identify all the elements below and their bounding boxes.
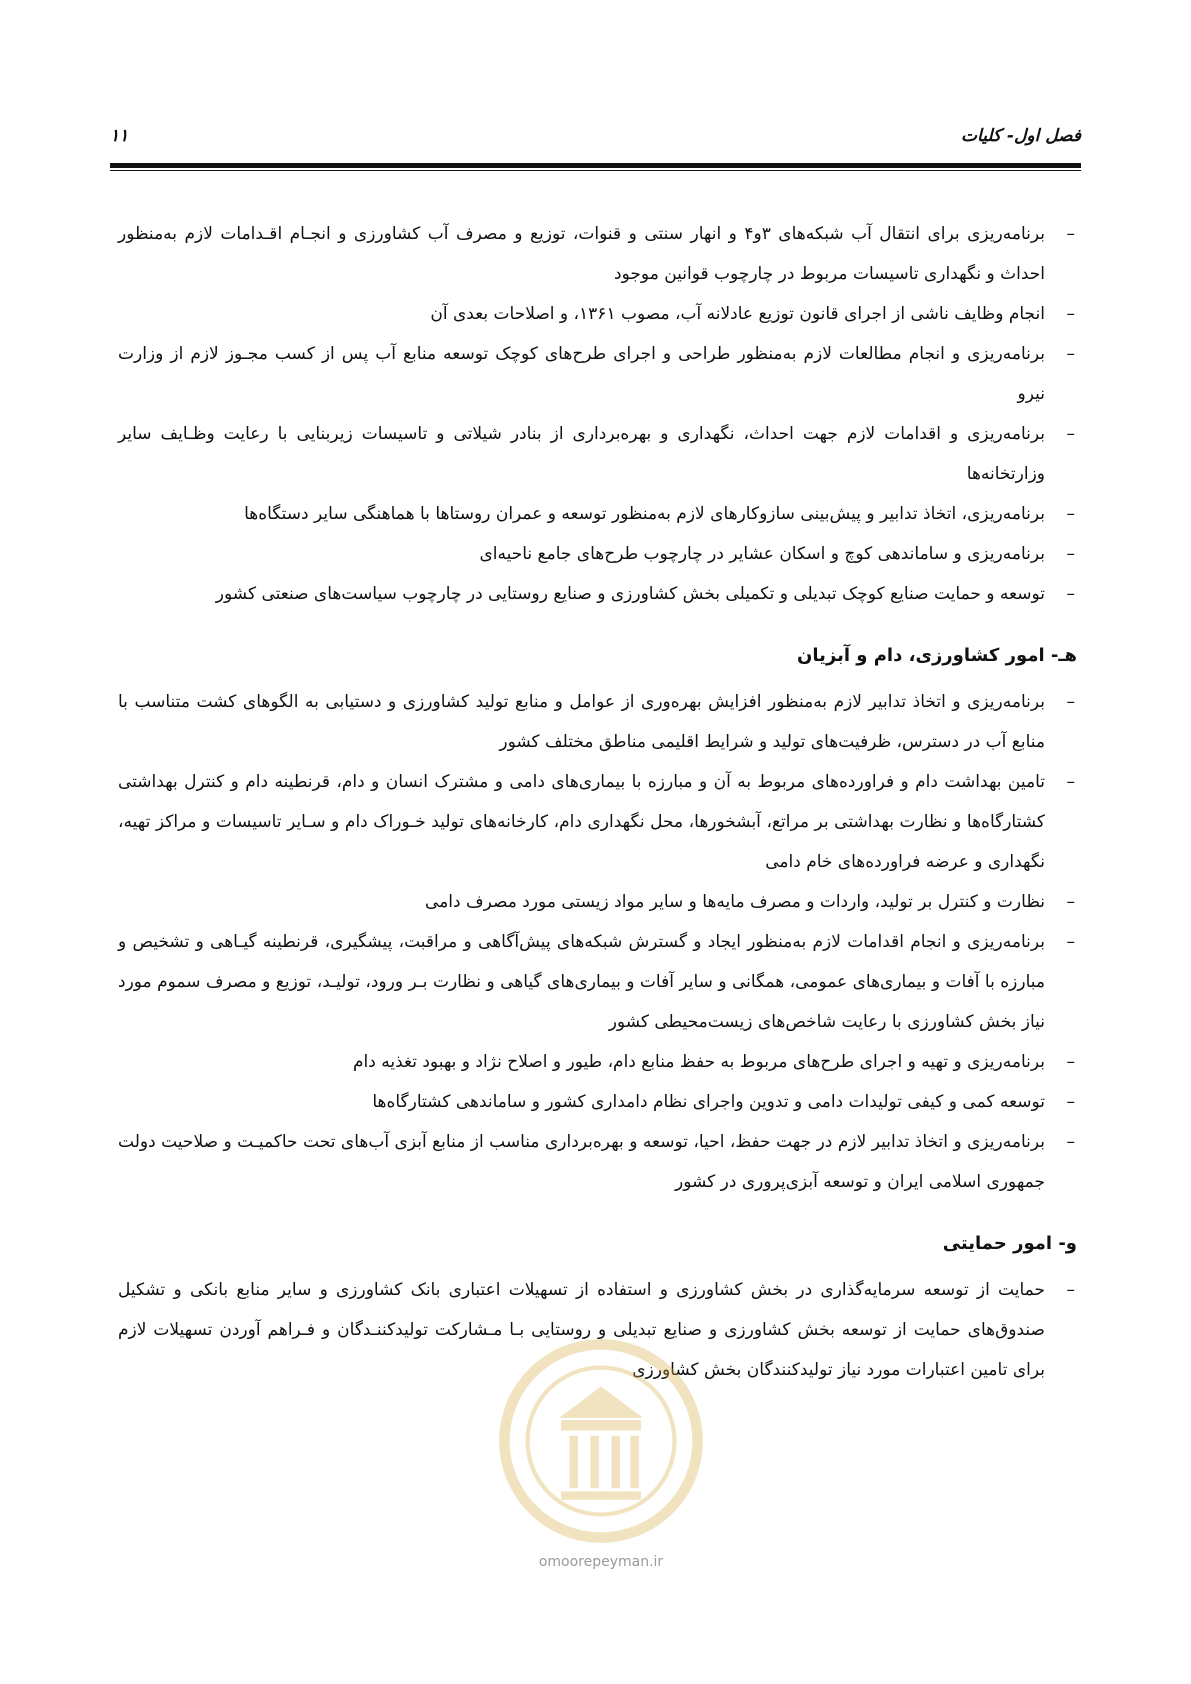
header-rule-thick xyxy=(110,163,1081,168)
list-item: – توسعه و حمایت صنایع کوچک تبدیلی و تکمیلی بخش کشاورزی و صنایع روستایی در چارچوب سیاست‌های صنعتی کشور xyxy=(118,574,1077,614)
dash-bullet-icon: – xyxy=(1066,1132,1075,1152)
dash-bullet-icon: – xyxy=(1066,504,1075,524)
list-item: – برنامه‌ریزی و ساماندهی کوچ و اسکان عشایر در چارچوب طرح‌های جامع ناحیه‌ای xyxy=(118,534,1077,574)
list-item: – برنامه‌ریزی و اتخاذ تدابیر لازم در جهت حفظ، احیا، توسعه و بهره‌برداری مناسب از منابع آبزی آب‌های تحت حاکمیـت و صلاحیت دولت جمهوری اسلامی ایران و توسعه آبزی‌پروری در کشور xyxy=(118,1122,1077,1202)
dash-bullet-icon: – xyxy=(1066,1092,1075,1112)
page-body xyxy=(118,214,1077,1390)
list-item: – برنامه‌ریزی و اقدامات لازم جهت احداث، نگهداری و بهره‌برداری از بنادر شیلاتی و تاسیسات زیربنایی با رعایت وظـایف سایر وزارتخانه‌ها xyxy=(118,414,1077,494)
list-item: – برنامه‌ریزی و انجام اقدامات لازم به‌منظور ایجاد و گسترش شبکه‌های پیش‌آگاهی و مراقبت، پیشگیری، قرنطینه گیـاهی و تشخیص و مبارزه با آفات و بیماری‌های عمومی، همگانی و سایر آفات و بیماری‌های گیاهی و نظارت بـر ورود، تولیـد، توزیع و مصرف سموم مورد نیاز بخش کشاورزی با رعایت شاخص‌های زیست‌محیطی کشور xyxy=(118,922,1077,1042)
dash-bullet-icon: – xyxy=(1066,892,1075,912)
list-item: – برنامه‌ریزی و اتخاذ تدابیر لازم به‌منظور افزایش بهره‌وری از عوامل و منابع تولید کشاورزی و دستیابی به الگوهای کشت متناسب با منابع آب در دسترس، ظرفیت‌های تولید و شرایط اقلیمی مناطق مختلف کشور xyxy=(118,682,1077,762)
dash-bullet-icon: – xyxy=(1066,1280,1075,1300)
dash-bullet-icon: – xyxy=(1066,772,1075,792)
list-item: – انجام وظایف ناشی از اجرای قانون توزیع عادلانه آب، مصوب ۱۳۶۱، و اصلاحات بعدی آن xyxy=(118,294,1077,334)
section-3-list xyxy=(118,1270,1077,1390)
list-item: – برنامه‌ریزی و انجام مطالعات لازم به‌منظور طراحی و اجرای طرح‌های کوچک توسعه منابع آب پس از کسب مجـوز لازم از وزارت نیرو xyxy=(118,334,1077,414)
section-2-list xyxy=(118,682,1077,1202)
list-item: – حمایت از توسعه سرمایه‌گذاری در بخش کشاورزی و استفاده از تسهیلات اعتباری بانک کشاورزی و سایر منابع بانکی و تشکیل صندوق‌های حمایت از توسعه بخش کشاورزی و صنایع تبدیلی و روستایی بـا مـشارکت تولیدکننـدگان و فـراهم آوردن تسهیلات لازم برای تامین اعتبارات مورد نیاز تولیدکنندگان بخش کشاورزی xyxy=(118,1270,1077,1390)
dash-bullet-icon: – xyxy=(1066,344,1075,364)
page-header xyxy=(110,126,1081,152)
dash-bullet-icon: – xyxy=(1066,932,1075,952)
section-heading-support: و- امور حمایتی xyxy=(942,1233,1077,1254)
list-item: – توسعه کمی و کیفی تولیدات دامی و تدوین واجرای نظام دامداری کشور و ساماندهی کشتارگاه‌ها xyxy=(118,1082,1077,1122)
section-heading-agriculture: هـ- امور کشاورزی، دام و آبزیان xyxy=(797,645,1077,666)
section-1-list xyxy=(118,214,1077,614)
dash-bullet-icon: – xyxy=(1066,544,1075,564)
list-item: – برنامه‌ریزی و تهیه و اجرای طرح‌های مربوط به حفظ منابع دام، طیور و اصلاح نژاد و بهبود تغذیه دام xyxy=(118,1042,1077,1082)
header-rule-thin xyxy=(110,170,1081,171)
chapter-title: فصل اول- کلیات xyxy=(961,126,1081,146)
watermark-url: omoorepeyman.ir xyxy=(538,1554,664,1570)
dash-bullet-icon: – xyxy=(1066,1052,1075,1072)
dash-bullet-icon: – xyxy=(1066,304,1075,324)
list-item: – نظارت و کنترل بر تولید، واردات و مصرف مایه‌ها و سایر مواد زیستی مورد مصرف دامی xyxy=(118,882,1077,922)
list-item: – برنامه‌ریزی برای انتقال آب شبکه‌های ۳و۴ و انهار سنتی و قنوات، توزیع و مصرف آب کشاورزی و انجـام اقـدامات لازم به‌منظور احداث و نگهداری تاسیسات مربوط در چارچوب قوانین موجود xyxy=(118,214,1077,294)
list-item: – تامین بهداشت دام و فراورده‌های مربوط به آن و مبارزه با بیماری‌های دامی و مشترک انسان و دام، قرنطینه دام و کنترل بهداشتی کشتارگاه‌ها و نظارت بهداشتی بر مراتع، آبشخورها، محل نگهداری دام، کارخانه‌های تولید خـوراک دام و سـایر تاسیسات و مراکز تهیه، نگهداری و عرضه فراورده‌های خام دامی xyxy=(118,762,1077,882)
dash-bullet-icon: – xyxy=(1066,584,1075,604)
dash-bullet-icon: – xyxy=(1066,692,1075,712)
page-number: ۱۱ xyxy=(110,126,129,146)
dash-bullet-icon: – xyxy=(1066,424,1075,444)
list-item: – برنامه‌ریزی، اتخاذ تدابیر و پیش‌بینی سازوکارهای لازم به‌منظور توسعه و عمران روستاها با هماهنگی سایر دستگاه‌ها xyxy=(118,494,1077,534)
dash-bullet-icon: – xyxy=(1066,224,1075,244)
